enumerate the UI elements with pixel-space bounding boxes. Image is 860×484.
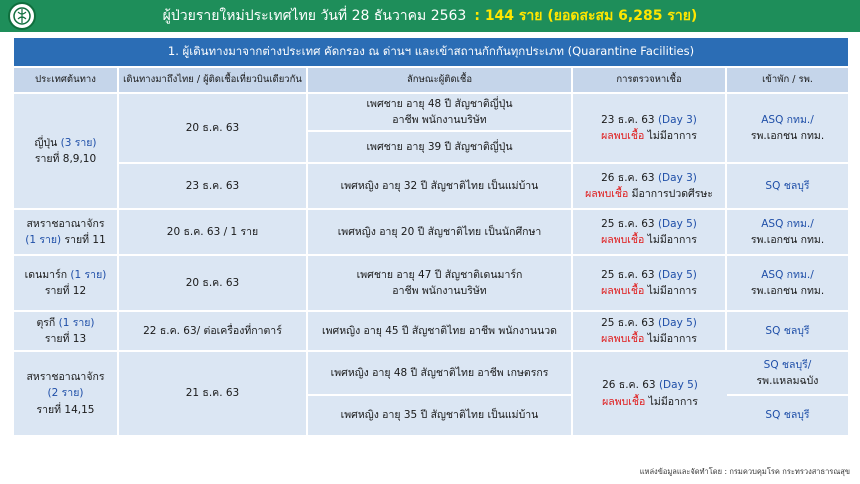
stay-line: SQ ชลบุรี/	[763, 358, 812, 371]
case-japan-3: เพศหญิง อายุ 32 ปี สัญชาติไทย เป็นแม่บ้าน	[308, 164, 573, 210]
test-day: (Day 3)	[657, 113, 697, 126]
case-turkey: เพศหญิง อายุ 45 ปี สัญชาติไทย อาชีพ พนักงานนวด	[308, 312, 573, 352]
test-result: ผลพบเชื้อ	[585, 188, 629, 200]
test-date: 26 ธ.ค. 63	[601, 171, 655, 184]
case-number: รายที่ 8,9,10	[34, 153, 97, 165]
test-symptom: ไม่มีอาการ	[647, 130, 697, 142]
test-date: 26 ธ.ค. 63	[602, 379, 656, 392]
ministry-emblem-icon	[8, 2, 36, 30]
test-day: (Day 5)	[658, 379, 698, 392]
country-count: (2 ราย)	[47, 387, 84, 400]
country-name: ตุรกี	[36, 316, 56, 329]
arrival-uk-1: 20 ธ.ค. 63 / 1 ราย	[119, 210, 308, 256]
test-denmark	[573, 256, 727, 312]
section-banner: 1. ผู้เดินทางมาจากต่างประเทศ คัดกรอง ณ ด่านฯ และเข้าสถานกักกันทุกประเภท (Quarantine Facilities)	[14, 38, 848, 68]
case-count: : 144 ราย (ยอดสะสม 6,285 ราย)	[474, 8, 698, 24]
case-line: อาชีพ พนักงานบริษัท	[392, 114, 487, 126]
country-name: สหราชอาณาจักร	[26, 217, 105, 230]
test-symptom: มีอาการปวดศีรษะ	[631, 188, 713, 200]
test-symptom: ไม่มีอาการ	[647, 285, 697, 297]
stay-japan-b: SQ ชลบุรี	[727, 164, 848, 210]
case-number: รายที่ 13	[44, 333, 87, 345]
test-result: ผลพบเชื้อ	[601, 285, 645, 297]
case-number: รายที่ 12	[44, 285, 87, 297]
col-header-case: ลักษณะผู้ติดเชื้อ	[308, 68, 573, 94]
arrival-denmark: 20 ธ.ค. 63	[119, 256, 308, 312]
test-uk-1	[573, 210, 727, 256]
stay-line: รพ.แหลมฉบัง	[756, 375, 819, 387]
arrival-japan-b: 23 ธ.ค. 63	[119, 164, 308, 210]
test-day: (Day 5)	[657, 268, 697, 281]
country-name: ญี่ปุ่น	[34, 136, 58, 149]
test-result: ผลพบเชื้อ	[602, 395, 646, 408]
stay-japan-a	[727, 94, 848, 164]
stay-line: รพ.เอกชน กทม.	[750, 234, 825, 246]
test-japan-b	[573, 164, 727, 210]
case-uk-2-a: เพศหญิง อายุ 48 ปี สัญชาติไทย อาชีพ เกษตรกร	[308, 352, 573, 396]
cases-grid	[14, 68, 848, 437]
test-day: (Day 3)	[657, 171, 697, 184]
stay-denmark	[727, 256, 848, 312]
case-uk-2-b: เพศหญิง อายุ 35 ปี สัญชาติไทย เป็นแม่บ้าน	[308, 396, 573, 437]
arrival-japan-a: 20 ธ.ค. 63	[119, 94, 308, 164]
country-uk-2	[14, 352, 119, 437]
test-symptom: ไม่มีอาการ	[647, 234, 697, 246]
page-header	[0, 0, 860, 32]
arrival-uk-2: 21 ธ.ค. 63	[119, 352, 308, 437]
case-line: เพศชาย อายุ 48 ปี สัญชาติญี่ปุ่น	[366, 97, 513, 110]
title-text: ผู้ป่วยรายใหม่ประเทศไทย วันที่ 28 ธันวาคม 2563	[162, 8, 467, 24]
case-denmark	[308, 256, 573, 312]
country-uk-1	[14, 210, 119, 256]
country-name: เดนมาร์ก	[24, 268, 68, 281]
stay-line: รพ.เอกชน กทม.	[750, 285, 825, 297]
country-japan	[14, 94, 119, 210]
test-uk-2	[573, 352, 727, 437]
test-date: 23 ธ.ค. 63	[601, 113, 655, 126]
test-day: (Day 5)	[657, 217, 697, 230]
col-header-arrival: เดินทางมาถึงไทย / ผู้ติดเชื้อเที่ยวบินเดียวกัน	[119, 68, 308, 94]
test-date: 25 ธ.ค. 63	[601, 217, 655, 230]
test-date: 25 ธ.ค. 63	[601, 316, 655, 329]
test-japan-a	[573, 94, 727, 164]
col-header-country: ประเทศต้นทาง	[14, 68, 119, 94]
test-date: 25 ธ.ค. 63	[601, 268, 655, 281]
stay-line: ASQ กทม./	[761, 113, 814, 126]
stay-line: ASQ กทม./	[761, 268, 814, 281]
test-symptom: ไม่มีอาการ	[647, 333, 697, 345]
test-day: (Day 5)	[657, 316, 697, 329]
stay-line: รพ.เอกชน กทม.	[750, 130, 825, 142]
cases-table	[14, 38, 848, 437]
stay-uk-1	[727, 210, 848, 256]
country-name: สหราชอาณาจักร	[26, 371, 105, 384]
country-count: (3 ราย)	[60, 136, 97, 149]
case-line: เพศชาย อายุ 47 ปี สัญชาติเดนมาร์ก	[356, 268, 523, 281]
stay-line: ASQ กทม./	[761, 217, 814, 230]
source-footer: แหล่งข้อมูลและจัดทำโดย : กรมควบคุมโรค กระทรวงสาธารณสุข	[639, 467, 850, 476]
test-turkey	[573, 312, 727, 352]
col-header-stay: เข้าพัก / รพ.	[727, 68, 848, 94]
case-number: รายที่ 11	[64, 234, 106, 246]
case-japan-1	[308, 94, 573, 132]
country-count: (1 ราย)	[58, 316, 95, 329]
case-japan-2: เพศชาย อายุ 39 ปี สัญชาติญี่ปุ่น	[308, 132, 573, 164]
col-header-test: การตรวจหาเชื้อ	[573, 68, 727, 94]
case-line: อาชีพ พนักงานบริษัท	[392, 285, 487, 297]
test-symptom: ไม่มีอาการ	[648, 395, 698, 408]
stay-turkey: SQ ชลบุรี	[727, 312, 848, 352]
country-count: (1 ราย)	[70, 268, 107, 281]
test-result: ผลพบเชื้อ	[601, 130, 645, 142]
test-result: ผลพบเชื้อ	[601, 333, 645, 345]
country-count: (1 ราย)	[25, 234, 62, 246]
test-result: ผลพบเชื้อ	[601, 234, 645, 246]
country-denmark	[14, 256, 119, 312]
case-uk-1: เพศหญิง อายุ 20 ปี สัญชาติไทย เป็นนักศึกษา	[308, 210, 573, 256]
stay-uk-2-b: SQ ชลบุรี	[727, 396, 848, 437]
arrival-turkey: 22 ธ.ค. 63/ ต่อเครื่องที่กาตาร์	[119, 312, 308, 352]
page-title	[0, 0, 860, 32]
country-turkey	[14, 312, 119, 352]
stay-uk-2-a	[727, 352, 848, 396]
case-number: รายที่ 14,15	[36, 403, 95, 416]
